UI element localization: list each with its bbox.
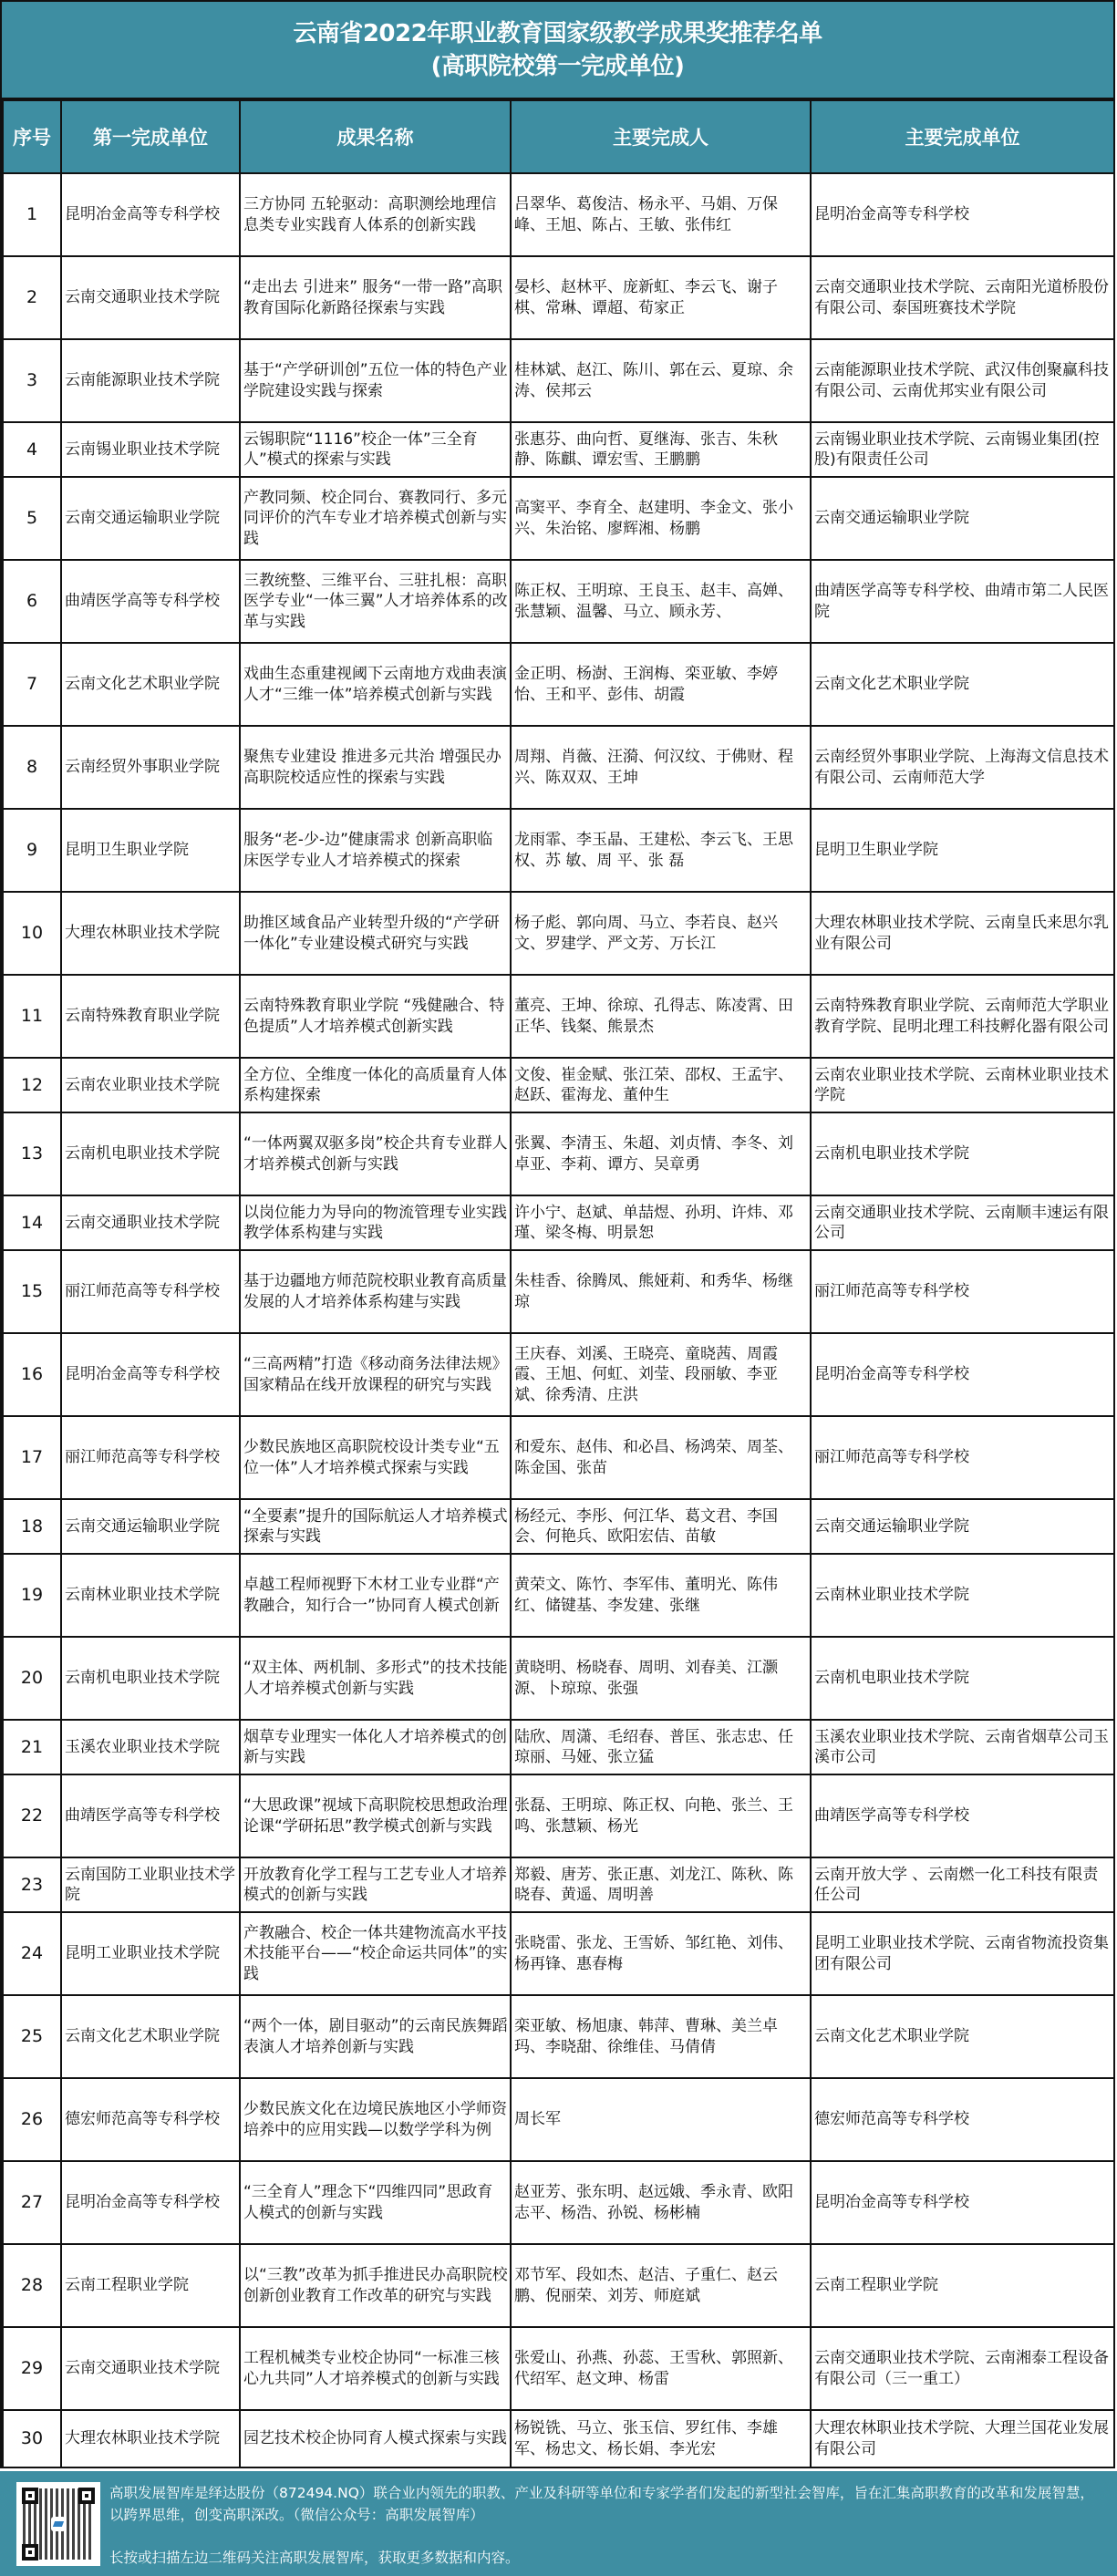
first-unit-cell: 玉溪农业职业技术学院 bbox=[61, 1720, 240, 1774]
serial-cell: 2 bbox=[3, 256, 61, 339]
units-cell: 云南交通职业技术学院、云南阳光道桥股份有限公司、泰国班赛技术学院 bbox=[811, 256, 1114, 339]
title-banner bbox=[2, 0, 1113, 99]
table-row bbox=[3, 1912, 1114, 1995]
units-cell: 云南锡业职业技术学院、云南锡业集团(控股)有限责任公司 bbox=[811, 422, 1114, 477]
serial-cell: 24 bbox=[3, 1912, 61, 1995]
units-cell: 云南文化艺术职业学院 bbox=[811, 643, 1114, 726]
table-row bbox=[3, 1250, 1114, 1333]
table-row bbox=[3, 1499, 1114, 1554]
table-row bbox=[3, 1058, 1114, 1112]
persons-cell: 赵亚芳、张东明、赵远娥、季永青、欧阳志平、杨浩、孙锐、杨彬楠 bbox=[511, 2161, 811, 2244]
units-cell: 云南农业职业技术学院、云南林业职业技术学院 bbox=[811, 1058, 1114, 1112]
first-unit-cell: 云南交通运输职业学院 bbox=[61, 477, 240, 560]
qr-code-icon[interactable] bbox=[16, 2482, 100, 2566]
first-unit-cell: 云南工程职业学院 bbox=[61, 2244, 240, 2327]
units-cell: 云南开放大学 、云南燃一化工科技有限责任公司 bbox=[811, 1857, 1114, 1912]
table-row bbox=[3, 809, 1114, 892]
serial-cell: 27 bbox=[3, 2161, 61, 2244]
persons-cell: 张磊、王明琼、陈正权、向艳、张兰、王鸣、张慧颖、杨光 bbox=[511, 1774, 811, 1857]
achievement-cell: 聚焦专业建设 推进多元共治 增强民办高职院校适应性的探索与实践 bbox=[240, 726, 511, 809]
footer-cta: 长按或扫描左边二维码关注高职发展智库，获取更多数据和内容。 bbox=[109, 2550, 520, 2566]
footer-description: 高职发展智库是绎达股份（872494.NQ）联合业内领先的职教、产业及科研等单位和专家学者们发起的新型社会智库，旨在汇集高职教育的改革和发展智慧，以跨界思维，创变高职深改。（微信公众号：高职发展智库） bbox=[109, 2485, 1094, 2523]
first-unit-cell: 丽江师范高等专科学校 bbox=[61, 1250, 240, 1333]
header-achievement: 成果名称 bbox=[240, 100, 511, 173]
table-row bbox=[3, 1195, 1114, 1250]
achievement-cell: 助推区域食品产业转型升级的“产学研一体化”专业建设模式研究与实践 bbox=[240, 892, 511, 975]
achievement-cell: 基于边疆地方师范院校职业教育高质量发展的人才培养体系构建与实践 bbox=[240, 1250, 511, 1333]
table-row bbox=[3, 256, 1114, 339]
recommendation-table bbox=[2, 99, 1115, 2468]
table-body bbox=[3, 173, 1114, 2467]
serial-cell: 3 bbox=[3, 339, 61, 422]
table-row bbox=[3, 1637, 1114, 1720]
achievement-cell: 三方协同 五轮驱动：高职测绘地理信息类专业实践育人体系的创新实践 bbox=[240, 173, 511, 256]
first-unit-cell: 云南文化艺术职业学院 bbox=[61, 643, 240, 726]
units-cell: 曲靖医学高等专科学校、曲靖市第二人民医院 bbox=[811, 560, 1114, 643]
persons-cell: 郑毅、唐芳、张正惠、刘龙江、陈秋、陈晓春、黄遥、周明善 bbox=[511, 1857, 811, 1912]
page-title: 云南省2022年职业教育国家级教学成果奖推荐名单 bbox=[293, 19, 822, 47]
table-row bbox=[3, 1112, 1114, 1195]
achievement-cell: 开放教育化学工程与工艺专业人才培养模式的创新与实践 bbox=[240, 1857, 511, 1912]
achievement-cell: 少数民族文化在边境民族地区小学师资培养中的应用实践—以数学学科为例 bbox=[240, 2078, 511, 2161]
serial-cell: 25 bbox=[3, 1995, 61, 2078]
first-unit-cell: 云南林业职业技术学院 bbox=[61, 1554, 240, 1637]
persons-cell: 董亮、王坤、徐琼、孔得志、陈凌霄、田正华、钱粲、熊景杰 bbox=[511, 975, 811, 1058]
persons-cell: 杨锐铣、马立、张玉信、罗红伟、李雄军、杨忠文、杨长娟、李光宏 bbox=[511, 2410, 811, 2467]
serial-cell: 4 bbox=[3, 422, 61, 477]
first-unit-cell: 云南经贸外事职业学院 bbox=[61, 726, 240, 809]
persons-cell: 张惠芬、曲向哲、夏继海、张吉、朱秋静、陈麒、谭宏雪、王鹏鹏 bbox=[511, 422, 811, 477]
achievement-cell: 以“三教”改革为抓手推进民办高职院校创新创业教育工作改革的研究与实践 bbox=[240, 2244, 511, 2327]
first-unit-cell: 昆明卫生职业学院 bbox=[61, 809, 240, 892]
achievement-cell: 少数民族地区高职院校设计类专业“五位一体”人才培养模式探索与实践 bbox=[240, 1416, 511, 1499]
units-cell: 昆明冶金高等专科学校 bbox=[811, 1333, 1114, 1416]
first-unit-cell: 云南机电职业技术学院 bbox=[61, 1637, 240, 1720]
units-cell: 云南交通职业技术学院、云南顺丰速运有限公司 bbox=[811, 1195, 1114, 1250]
serial-cell: 16 bbox=[3, 1333, 61, 1416]
persons-cell: 杨子彪、郭向周、马立、李若良、赵兴文、罗建学、严文芳、万长江 bbox=[511, 892, 811, 975]
persons-cell: 周长军 bbox=[511, 2078, 811, 2161]
units-cell: 德宏师范高等专科学校 bbox=[811, 2078, 1114, 2161]
table-row bbox=[3, 726, 1114, 809]
serial-cell: 10 bbox=[3, 892, 61, 975]
persons-cell: 陈正权、王明琼、王良玉、赵丰、高婵、张慧颖、温馨、马立、顾永芳、 bbox=[511, 560, 811, 643]
qr-finder-icon bbox=[22, 2544, 38, 2560]
serial-cell: 9 bbox=[3, 809, 61, 892]
table-row bbox=[3, 2327, 1114, 2410]
persons-cell: 张爱山、孙燕、孙蕊、王雪秋、郭照新、代绍军、赵文珅、杨雷 bbox=[511, 2327, 811, 2410]
persons-cell: 栾亚敏、杨旭康、韩萍、曹琳、美兰卓玛、李晓甜、徐维佳、马倩倩 bbox=[511, 1995, 811, 2078]
units-cell: 云南特殊教育职业学院、云南师范大学职业教育学院、昆明北理工科技孵化器有限公司 bbox=[811, 975, 1114, 1058]
achievement-cell: 基于“产学研训创”五位一体的特色产业学院建设实践与探索 bbox=[240, 339, 511, 422]
first-unit-cell: 大理农林职业技术学院 bbox=[61, 2410, 240, 2467]
table-row bbox=[3, 643, 1114, 726]
achievement-cell: 产教融合、校企一体共建物流高水平技术技能平台——“校企命运共同体”的实践 bbox=[240, 1912, 511, 1995]
first-unit-cell: 大理农林职业技术学院 bbox=[61, 892, 240, 975]
table-row bbox=[3, 1554, 1114, 1637]
persons-cell: 陆欣、周潇、毛绍春、普匡、张志忠、任琼丽、马娅、张立猛 bbox=[511, 1720, 811, 1774]
table-row bbox=[3, 477, 1114, 560]
persons-cell: 朱桂香、徐腾凤、熊娅莉、和秀华、杨继琼 bbox=[511, 1250, 811, 1333]
persons-cell: 王庆春、刘溪、王晓亮、童晓茜、周霞霞、王旭、何虹、刘莹、段丽敏、李亚斌、徐秀清、庄洪 bbox=[511, 1333, 811, 1416]
units-cell: 云南文化艺术职业学院 bbox=[811, 1995, 1114, 2078]
first-unit-cell: 曲靖医学高等专科学校 bbox=[61, 560, 240, 643]
footer-banner bbox=[0, 2471, 1117, 2576]
units-cell: 昆明工业职业技术学院、云南省物流投资集团有限公司 bbox=[811, 1912, 1114, 1995]
serial-cell: 17 bbox=[3, 1416, 61, 1499]
units-cell: 云南机电职业技术学院 bbox=[811, 1112, 1114, 1195]
units-cell: 玉溪农业职业技术学院、云南省烟草公司玉溪市公司 bbox=[811, 1720, 1114, 1774]
first-unit-cell: 昆明冶金高等专科学校 bbox=[61, 1333, 240, 1416]
serial-cell: 8 bbox=[3, 726, 61, 809]
achievement-cell: 戏曲生态重建视阈下云南地方戏曲表演人才“三维一体”培养模式创新与实践 bbox=[240, 643, 511, 726]
persons-cell: 桂林斌、赵江、陈川、郭在云、夏琼、余涛、侯邦云 bbox=[511, 339, 811, 422]
serial-cell: 22 bbox=[3, 1774, 61, 1857]
persons-cell: 张晓雷、张龙、王雪娇、邹红艳、刘伟、杨再锋、惠春梅 bbox=[511, 1912, 811, 1995]
first-unit-cell: 丽江师范高等专科学校 bbox=[61, 1416, 240, 1499]
achievement-cell: 产教同频、校企同台、赛教同行、多元同评价的汽车专业才培养模式创新与实践 bbox=[240, 477, 511, 560]
first-unit-cell: 云南国防工业职业技术学院 bbox=[61, 1857, 240, 1912]
persons-cell: 吕翠华、葛俊洁、杨永平、马娟、万保峰、王旭、陈占、王敏、张伟红 bbox=[511, 173, 811, 256]
serial-cell: 1 bbox=[3, 173, 61, 256]
first-unit-cell: 云南文化艺术职业学院 bbox=[61, 1995, 240, 2078]
persons-cell: 张翼、李清玉、朱超、刘贞情、李冬、刘卓亚、李莉、谭方、吴章勇 bbox=[511, 1112, 811, 1195]
table-header-row bbox=[3, 100, 1114, 173]
persons-cell: 杨经元、李彤、何江华、葛文君、李国会、何艳兵、欧阳宏佶、苗敏 bbox=[511, 1499, 811, 1554]
units-cell: 曲靖医学高等专科学校 bbox=[811, 1774, 1114, 1857]
table-row bbox=[3, 2244, 1114, 2327]
achievement-cell: “一体两翼双驱多岗”校企共育专业群人才培养模式创新与实践 bbox=[240, 1112, 511, 1195]
serial-cell: 30 bbox=[3, 2410, 61, 2467]
units-cell: 云南交通运输职业学院 bbox=[811, 1499, 1114, 1554]
first-unit-cell: 曲靖医学高等专科学校 bbox=[61, 1774, 240, 1857]
header-units: 主要完成单位 bbox=[811, 100, 1114, 173]
persons-cell: 晏杉、赵林平、庞新虹、李云飞、谢子棋、常琳、谭超、荀家正 bbox=[511, 256, 811, 339]
serial-cell: 23 bbox=[3, 1857, 61, 1912]
table-row bbox=[3, 975, 1114, 1058]
first-unit-cell: 云南锡业职业技术学院 bbox=[61, 422, 240, 477]
achievement-cell: 云锡职院“1116”校企一体”三全育人”模式的探索与实践 bbox=[240, 422, 511, 477]
persons-cell: 龙雨霏、李玉晶、王建松、李云飞、王思权、苏 敏、周 平、张 磊 bbox=[511, 809, 811, 892]
qr-logo-icon bbox=[51, 2517, 66, 2531]
qr-finder-icon bbox=[78, 2488, 95, 2504]
serial-cell: 28 bbox=[3, 2244, 61, 2327]
achievement-cell: 工程机械类专业校企协同“一标准三核心九共同”人才培养模式的创新与实践 bbox=[240, 2327, 511, 2410]
serial-cell: 21 bbox=[3, 1720, 61, 1774]
first-unit-cell: 云南交通职业技术学院 bbox=[61, 2327, 240, 2410]
table-row bbox=[3, 173, 1114, 256]
header-serial: 序号 bbox=[3, 100, 61, 173]
serial-cell: 20 bbox=[3, 1637, 61, 1720]
units-cell: 云南林业职业技术学院 bbox=[811, 1554, 1114, 1637]
units-cell: 昆明冶金高等专科学校 bbox=[811, 2161, 1114, 2244]
serial-cell: 18 bbox=[3, 1499, 61, 1554]
table-row bbox=[3, 2078, 1114, 2161]
persons-cell: 邓节军、段如杰、赵洁、子重仁、赵云鹏、倪丽荣、刘芳、师庭斌 bbox=[511, 2244, 811, 2327]
first-unit-cell: 德宏师范高等专科学校 bbox=[61, 2078, 240, 2161]
achievement-cell: “走出去 引进来” 服务“一带一路”高职教育国际化新路径探索与实践 bbox=[240, 256, 511, 339]
units-cell: 大理农林职业技术学院、大理兰国花业发展有限公司 bbox=[811, 2410, 1114, 2467]
achievement-cell: “两个一体，剧目驱动”的云南民族舞蹈表演人才培养创新与实践 bbox=[240, 1995, 511, 2078]
units-cell: 昆明卫生职业学院 bbox=[811, 809, 1114, 892]
first-unit-cell: 昆明工业职业技术学院 bbox=[61, 1912, 240, 1995]
serial-cell: 15 bbox=[3, 1250, 61, 1333]
units-cell: 云南能源职业技术学院、武汉伟创聚赢科技有限公司、云南优邦实业有限公司 bbox=[811, 339, 1114, 422]
achievement-cell: 园艺技术校企协同育人模式探索与实践 bbox=[240, 2410, 511, 2467]
achievement-cell: 烟草专业理实一体化人才培养模式的创新与实践 bbox=[240, 1720, 511, 1774]
achievement-cell: 三教统整、三维平台、三驻扎根：高职医学专业“一体三翼”人才培养体系的改革与实践 bbox=[240, 560, 511, 643]
header-first-unit: 第一完成单位 bbox=[61, 100, 240, 173]
qr-finder-icon bbox=[22, 2488, 38, 2504]
units-cell: 云南交通运输职业学院 bbox=[811, 477, 1114, 560]
persons-cell: 周翔、肖薇、汪漪、何汉纹、于佛财、程兴、陈双双、王坤 bbox=[511, 726, 811, 809]
table-row bbox=[3, 1857, 1114, 1912]
table-row bbox=[3, 892, 1114, 975]
table-row bbox=[3, 1416, 1114, 1499]
units-cell: 云南经贸外事职业学院、上海海文信息技术有限公司、云南师范大学 bbox=[811, 726, 1114, 809]
persons-cell: 高窦平、李育全、赵建明、李金文、张小兴、朱治铭、廖辉湘、杨鹏 bbox=[511, 477, 811, 560]
first-unit-cell: 云南能源职业技术学院 bbox=[61, 339, 240, 422]
persons-cell: 金正明、杨澍、王润梅、栾亚敏、李婷怡、王和平、彭伟、胡霞 bbox=[511, 643, 811, 726]
units-cell: 昆明冶金高等专科学校 bbox=[811, 173, 1114, 256]
achievement-cell: “三全育人”理念下“四维四同”思政育人模式的创新与实践 bbox=[240, 2161, 511, 2244]
first-unit-cell: 云南农业职业技术学院 bbox=[61, 1058, 240, 1112]
units-cell: 丽江师范高等专科学校 bbox=[811, 1250, 1114, 1333]
achievement-cell: 卓越工程师视野下木材工业专业群“产教融合，知行合一”协同育人模式创新 bbox=[240, 1554, 511, 1637]
persons-cell: 和爱东、赵伟、和必昌、杨鸿荣、周荃、陈金国、张苗 bbox=[511, 1416, 811, 1499]
header-persons: 主要完成人 bbox=[511, 100, 811, 173]
serial-cell: 26 bbox=[3, 2078, 61, 2161]
serial-cell: 13 bbox=[3, 1112, 61, 1195]
table-row bbox=[3, 1995, 1114, 2078]
table-row bbox=[3, 1333, 1114, 1416]
page-subtitle: (高职院校第一完成单位) bbox=[430, 52, 685, 80]
serial-cell: 7 bbox=[3, 643, 61, 726]
persons-cell: 文俊、崔金赋、张江荣、邵权、王孟宇、赵跃、霍海龙、董仲生 bbox=[511, 1058, 811, 1112]
units-cell: 云南机电职业技术学院 bbox=[811, 1637, 1114, 1720]
first-unit-cell: 云南交通职业技术学院 bbox=[61, 1195, 240, 1250]
achievement-cell: “三高两精”打造《移动商务法律法规》国家精品在线开放课程的研究与实践 bbox=[240, 1333, 511, 1416]
table-row bbox=[3, 339, 1114, 422]
units-cell: 云南交通职业技术学院、云南湘泰工程设备有限公司（三一重工） bbox=[811, 2327, 1114, 2410]
first-unit-cell: 昆明冶金高等专科学校 bbox=[61, 173, 240, 256]
table-row bbox=[3, 1720, 1114, 1774]
units-cell: 大理农林职业技术学院、云南皇氏来思尔乳业有限公司 bbox=[811, 892, 1114, 975]
serial-cell: 12 bbox=[3, 1058, 61, 1112]
persons-cell: 黄晓明、杨晓春、周明、刘春美、江灏源、卜琼琼、张强 bbox=[511, 1637, 811, 1720]
achievement-cell: “全要素”提升的国际航运人才培养模式探索与实践 bbox=[240, 1499, 511, 1554]
serial-cell: 5 bbox=[3, 477, 61, 560]
table-row bbox=[3, 2410, 1114, 2467]
table-row bbox=[3, 2161, 1114, 2244]
achievement-cell: 全方位、全维度一体化的高质量育人体系构建探索 bbox=[240, 1058, 511, 1112]
first-unit-cell: 云南机电职业技术学院 bbox=[61, 1112, 240, 1195]
persons-cell: 许小宁、赵斌、单喆煜、孙玥、许炜、邓瑾、梁冬梅、明景恕 bbox=[511, 1195, 811, 1250]
serial-cell: 14 bbox=[3, 1195, 61, 1250]
units-cell: 丽江师范高等专科学校 bbox=[811, 1416, 1114, 1499]
table-row bbox=[3, 1774, 1114, 1857]
achievement-cell: “双主体、两机制、多形式”的技术技能人才培养模式创新与实践 bbox=[240, 1637, 511, 1720]
first-unit-cell: 昆明冶金高等专科学校 bbox=[61, 2161, 240, 2244]
units-cell: 云南工程职业学院 bbox=[811, 2244, 1114, 2327]
serial-cell: 29 bbox=[3, 2327, 61, 2410]
serial-cell: 11 bbox=[3, 975, 61, 1058]
achievement-cell: 云南特殊教育职业学院 “残健融合、特色提质”人才培养模式创新实践 bbox=[240, 975, 511, 1058]
achievement-cell: 服务“老-少-边”健康需求 创新高职临床医学专业人才培养模式的探索 bbox=[240, 809, 511, 892]
first-unit-cell: 云南特殊教育职业学院 bbox=[61, 975, 240, 1058]
first-unit-cell: 云南交通职业技术学院 bbox=[61, 256, 240, 339]
first-unit-cell: 云南交通运输职业学院 bbox=[61, 1499, 240, 1554]
table-row bbox=[3, 422, 1114, 477]
serial-cell: 6 bbox=[3, 560, 61, 643]
table-row bbox=[3, 560, 1114, 643]
serial-cell: 19 bbox=[3, 1554, 61, 1637]
persons-cell: 黄荣文、陈竹、李军伟、董明光、陈伟红、储键基、李发建、张继 bbox=[511, 1554, 811, 1637]
achievement-cell: 以岗位能力为导向的物流管理专业实践教学体系构建与实践 bbox=[240, 1195, 511, 1250]
achievement-cell: “大思政课”视域下高职院校思想政治理论课“学研拓思”教学模式创新与实践 bbox=[240, 1774, 511, 1857]
